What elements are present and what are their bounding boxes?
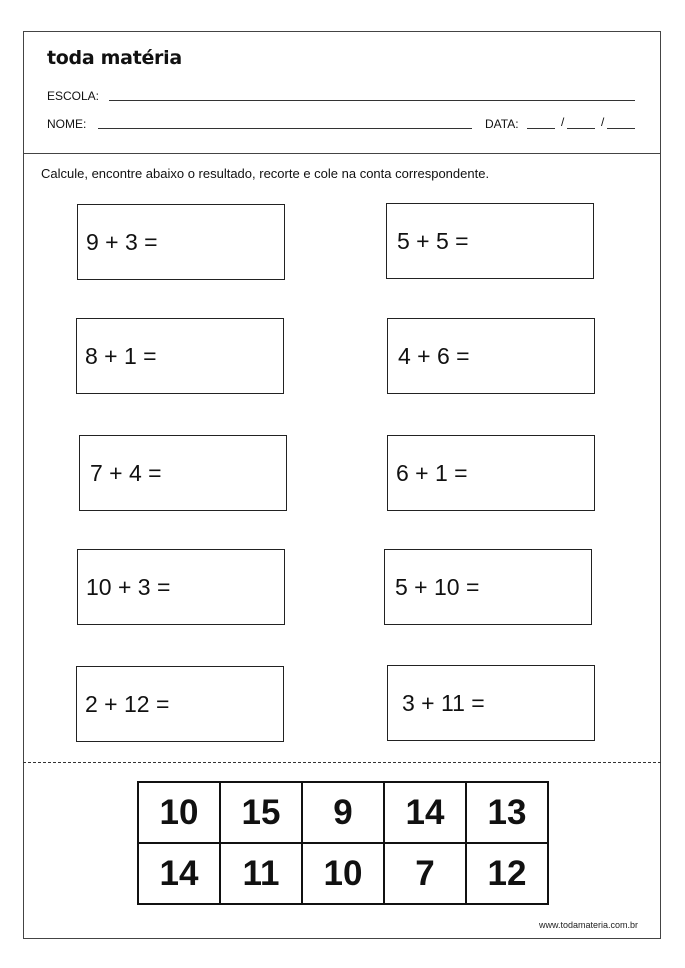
name-field[interactable] [98,128,472,129]
logo: toda matéria [47,47,182,69]
problem-box[interactable]: 9 + 3 = [77,204,285,280]
school-label: ESCOLA: [47,89,100,103]
instructions: Calcule, encontre abaixo o resultado, recorte e cole na conta correspondente. [41,166,490,181]
answer-row [138,843,548,904]
answer-row [138,782,548,843]
school-field[interactable] [109,100,635,101]
cut-line [23,762,661,763]
date-day-field[interactable] [527,128,555,129]
footer-url: www.todamateria.com.br [538,920,638,930]
problem-box[interactable]: 5 + 5 = [386,203,594,279]
answer-card[interactable]: 14 [138,843,220,904]
problem-box[interactable]: 5 + 10 = [384,549,592,625]
date-separator: / [601,115,605,129]
answer-card[interactable]: 15 [220,782,302,843]
answer-card[interactable]: 9 [302,782,384,843]
answer-card[interactable]: 7 [384,843,466,904]
name-label: NOME: [47,117,87,131]
answer-card[interactable]: 14 [384,782,466,843]
worksheet-header [23,31,661,154]
problem-box[interactable]: 3 + 11 = [387,665,595,741]
answer-grid [137,781,549,905]
answer-card[interactable]: 10 [302,843,384,904]
answer-card[interactable]: 10 [138,782,220,843]
date-label: DATA: [485,117,519,131]
answer-card[interactable]: 11 [220,843,302,904]
problem-box[interactable]: 10 + 3 = [77,549,285,625]
date-separator: / [561,115,565,129]
problem-box[interactable]: 8 + 1 = [76,318,284,394]
problem-box[interactable]: 6 + 1 = [387,435,595,511]
problem-box[interactable]: 2 + 12 = [76,666,284,742]
answer-card[interactable]: 12 [466,843,548,904]
date-year-field[interactable] [607,128,635,129]
problem-box[interactable]: 4 + 6 = [387,318,595,394]
answer-card[interactable]: 13 [466,782,548,843]
date-month-field[interactable] [567,128,595,129]
problem-box[interactable]: 7 + 4 = [79,435,287,511]
